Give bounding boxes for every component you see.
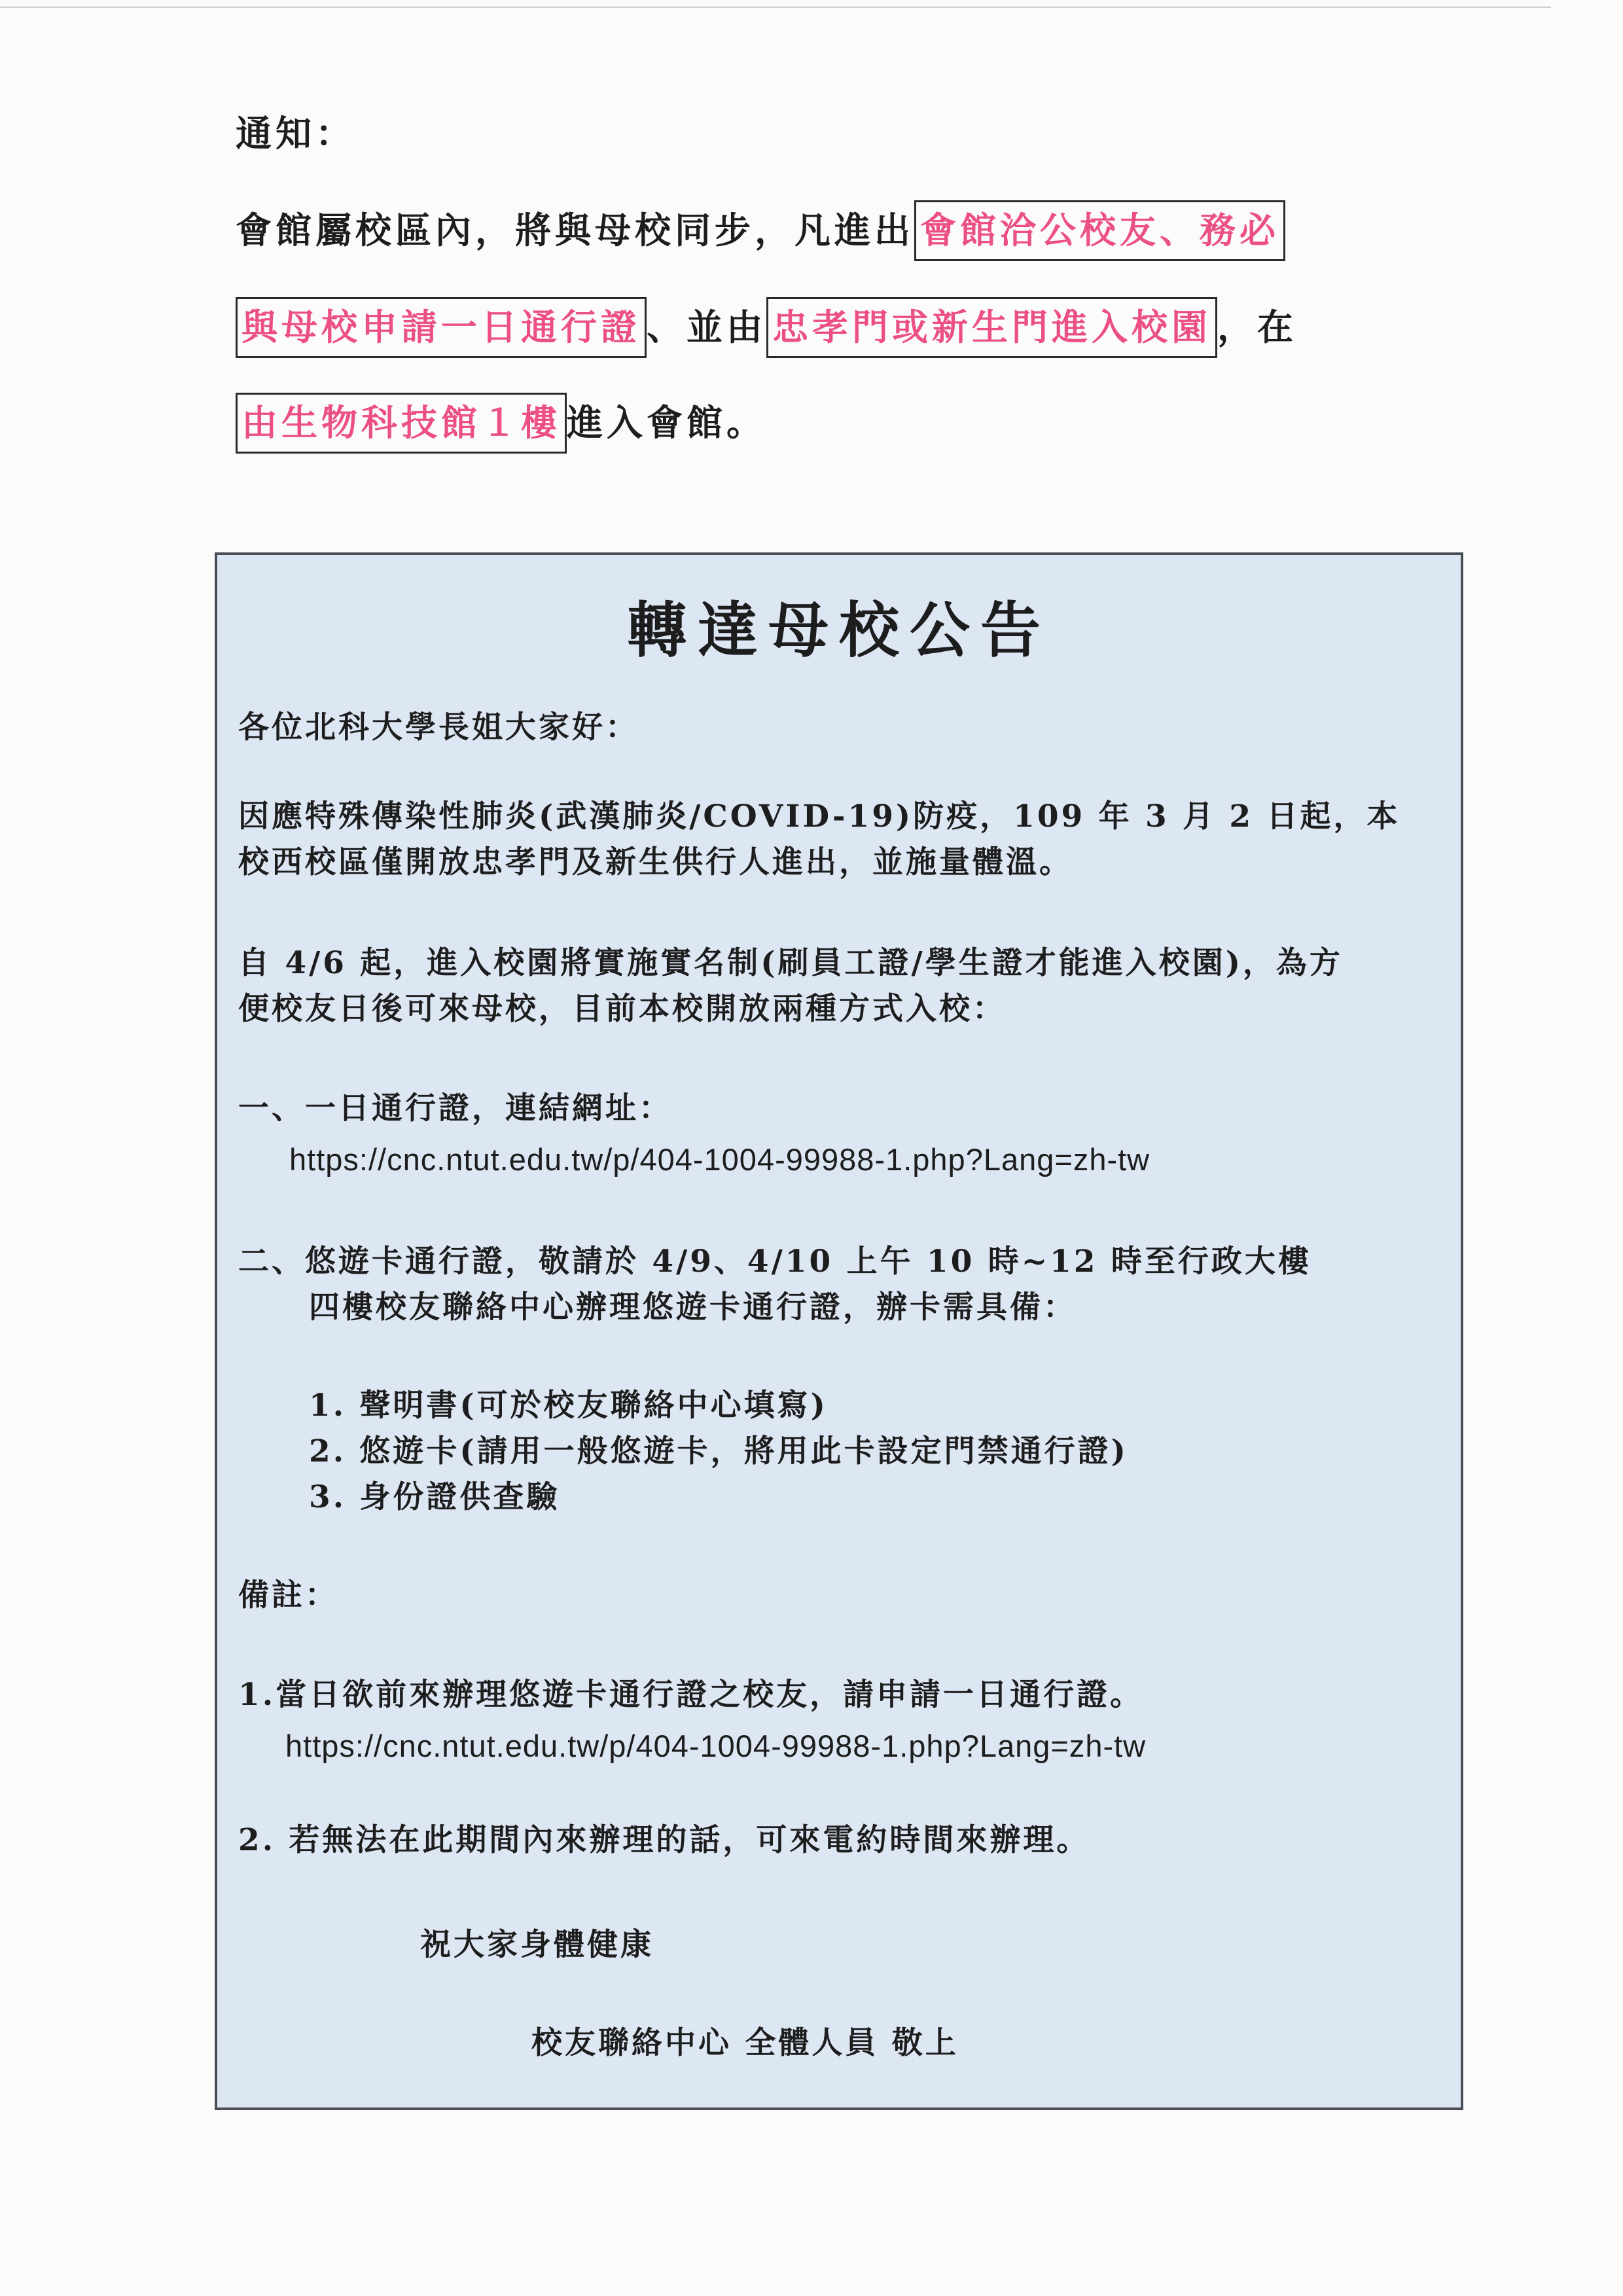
notice-title: 通知： bbox=[236, 112, 356, 154]
remark-1: 1.當日欲前來辦理悠遊卡通行證之校友，請申請一日通行證。 bbox=[238, 1677, 1144, 1713]
method-1-url[interactable]: https://cnc.ntut.edu.tw/p/404-1004-99988-1.php?Lang=zh-tw bbox=[289, 1142, 1150, 1177]
paragraph-1-line-1: 因應特殊傳染性肺炎(武漢肺炎/COVID-19)防疫，109 年 3 月 2 日起，本 bbox=[238, 798, 1400, 834]
signature: 校友聯絡中心 全體人員 敬上 bbox=[531, 2025, 959, 2061]
notice-text: ，在 bbox=[1217, 306, 1298, 348]
notice-text: 會館屬校區內，將與母校同步，凡進出 bbox=[236, 209, 915, 251]
paragraph-2-line-1: 自 4/6 起，進入校園將實施實名制(刷員工證/學生證才能進入校園)，為方 bbox=[238, 945, 1343, 981]
requirement-item: 2. 悠遊卡(請用一般悠遊卡，將用此卡設定門禁通行證) bbox=[309, 1433, 1128, 1469]
method-2-line-1: 二、悠遊卡通行證，敬請於 4/9、4/10 上午 10 時~12 時至行政大樓 bbox=[238, 1244, 1311, 1280]
greeting: 各位北科大學長姐大家好： bbox=[238, 709, 639, 745]
remark-2: 2. 若無法在此期間內來辦理的話，可來電約時間來辦理。 bbox=[238, 1822, 1090, 1858]
paragraph-1-line-2: 校西校區僅開放忠孝門及新生供行人進出，並施量體溫。 bbox=[238, 844, 1073, 880]
highlight-box: 由生物科技館１樓 bbox=[236, 393, 567, 454]
highlight-box: 會館洽公校友、務必 bbox=[914, 200, 1285, 261]
notice-text: 進入會館。 bbox=[567, 401, 767, 444]
remarks-label: 備註： bbox=[238, 1577, 338, 1613]
notice-text: 、並由 bbox=[647, 306, 767, 348]
requirement-item: 3. 身份證供查驗 bbox=[309, 1479, 560, 1515]
highlight-box: 忠孝門或新生門進入校園 bbox=[766, 297, 1217, 358]
scan-edge-line bbox=[0, 7, 1551, 8]
highlight-box: 與母校申請一日通行證 bbox=[236, 297, 647, 358]
requirement-item: 1. 聲明書(可於校友聯絡中心填寫) bbox=[309, 1388, 828, 1424]
remark-1-url[interactable]: https://cnc.ntut.edu.tw/p/404-1004-99988-1.php?Lang=zh-tw bbox=[285, 1729, 1147, 1763]
notice-line-1 bbox=[236, 202, 1285, 253]
notice-line-2 bbox=[236, 298, 1297, 350]
school-announcement-box bbox=[215, 552, 1463, 2110]
method-2-line-2: 四樓校友聯絡中心辦理悠遊卡通行證，辦卡需具備： bbox=[309, 1289, 1077, 1325]
paragraph-2-line-2: 便校友日後可來母校，目前本校開放兩種方式入校： bbox=[238, 991, 1006, 1027]
notice-line-3 bbox=[236, 394, 766, 446]
closing-wish: 祝大家身體健康 bbox=[420, 1927, 654, 1963]
method-1-label: 一、一日通行證，連結網址： bbox=[238, 1090, 672, 1126]
announcement-title: 轉達母校公告 bbox=[626, 595, 1051, 666]
